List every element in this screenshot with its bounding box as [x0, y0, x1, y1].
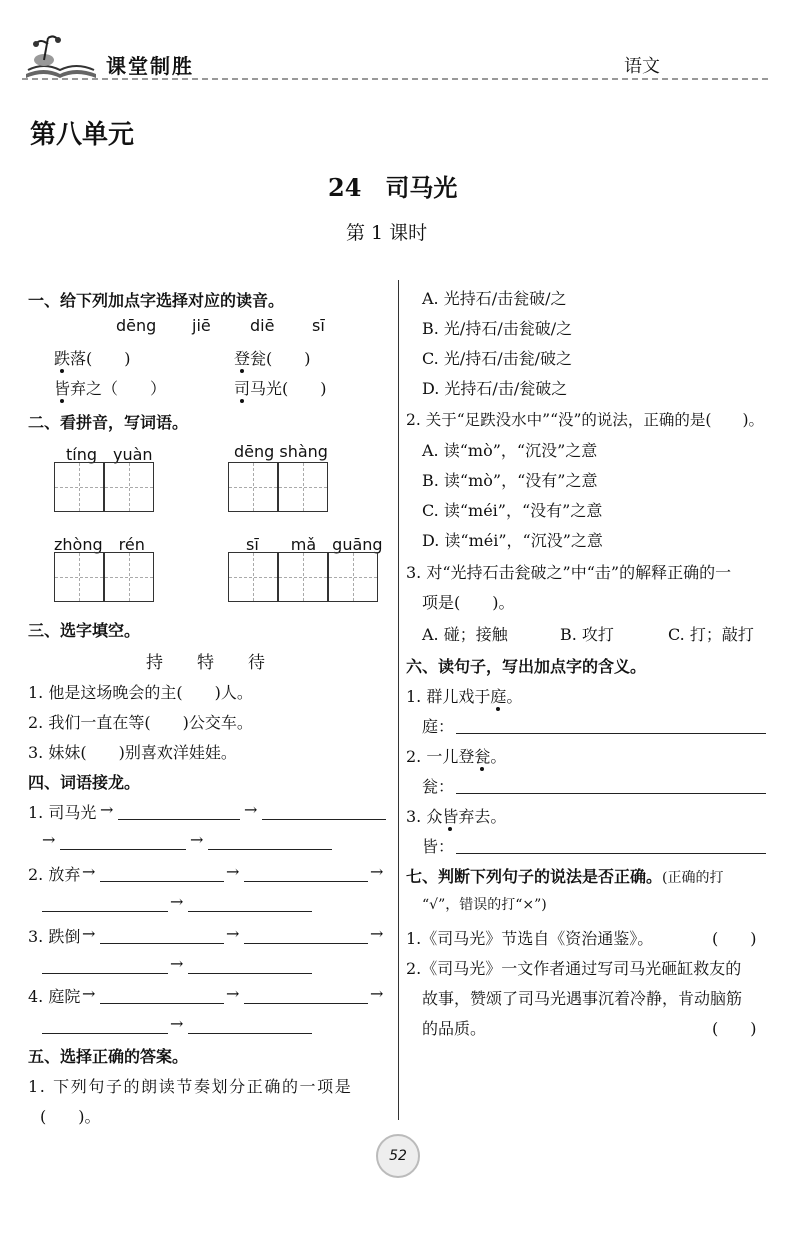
writing-box[interactable] — [278, 462, 328, 512]
pinyin-zhongren: zhòng rén — [54, 535, 145, 554]
sec5-q2-opt-d: D. 读“méi”，“沉没”之意 — [422, 531, 603, 550]
header-logo — [22, 30, 100, 82]
sec2-title: 二、看拼音，写词语。 — [28, 413, 189, 432]
unit-title: 第八单元 — [30, 120, 135, 150]
sec3-q2: 2. 我们一直在等( )公交车。 — [28, 713, 253, 732]
sec5-q3-opt-a: A. 碰；接触 — [422, 625, 508, 644]
answer-line[interactable] — [188, 910, 312, 912]
sec5-q2-opt-a: A. 读“mò”，“沉没”之意 — [422, 441, 598, 460]
writing-box[interactable] — [278, 552, 328, 602]
chain-3: 3. 跌倒 → → → → — [28, 924, 384, 973]
writing-box[interactable] — [104, 462, 154, 512]
lesson-title: 24 司马光 — [328, 173, 458, 202]
sec5-q3-opt-b: B. 攻打 — [560, 625, 614, 644]
sec4-title: 四、词语接龙。 — [28, 773, 141, 792]
answer-line[interactable] — [100, 1002, 224, 1004]
pinyin-dengshang: dēng shàng — [234, 442, 328, 461]
answer-line[interactable] — [42, 1032, 168, 1034]
pinyin-tingyuan: tíng yuàn — [66, 445, 153, 464]
sec6-l2: 瓮： — [422, 777, 455, 796]
sec5-q3: 3. 对“光持石击瓮破之”中“击”的解释正确的一 — [406, 563, 732, 582]
answer-line[interactable] — [456, 852, 766, 854]
sec1-item-1: 跌落( ) — [54, 349, 131, 368]
answer-line[interactable] — [244, 942, 368, 944]
writing-box[interactable] — [104, 552, 154, 602]
sec5-q1-opt-c: C. 光/持石/击瓮/破之 — [422, 349, 573, 368]
answer-line[interactable] — [60, 848, 186, 850]
sec3-title: 三、选字填空。 — [28, 621, 141, 640]
sec7-q1-paren[interactable]: ( ) — [712, 929, 757, 948]
sec7-q2-paren[interactable]: ( ) — [712, 1019, 757, 1038]
sec5-q3-opt-c: C. 打；敲打 — [668, 625, 754, 644]
sec1-item-2: 登瓮( ) — [234, 349, 311, 368]
answer-line[interactable] — [244, 880, 368, 882]
column-divider — [398, 280, 399, 1120]
writing-box[interactable] — [54, 462, 104, 512]
writing-box[interactable] — [228, 552, 278, 602]
book-plant-icon — [22, 30, 100, 82]
period-label: 第 1 课时 — [346, 222, 428, 244]
sec6-s1: 1. 群儿戏于庭。 — [406, 687, 523, 706]
sec7-header: 七、判断下列句子的说法是否正确。(正确的打 — [406, 867, 724, 886]
writing-box[interactable] — [328, 552, 378, 602]
answer-line[interactable] — [208, 848, 332, 850]
sec5-q1-opt-b: B. 光/持石/击瓮破/之 — [422, 319, 573, 338]
answer-line[interactable] — [42, 972, 168, 974]
answer-line[interactable] — [100, 942, 224, 944]
sec7-q2-line3: 的品质。 — [422, 1019, 487, 1038]
pinyin-2: jiē — [192, 316, 211, 335]
sec6-l3: 皆： — [422, 837, 455, 856]
pinyin-4: sī — [312, 316, 325, 335]
sec5-q1: 1. 下列句子的朗读节奏划分正确的一项是 — [28, 1077, 353, 1096]
chain-2: 2. 放弃 → → → → — [28, 862, 384, 911]
page-number: 52 — [389, 1148, 407, 1164]
sec5-q1-paren: ( )。 — [40, 1107, 101, 1126]
sec1-item-4: 司马光( ) — [234, 379, 327, 398]
sec3-q3: 3. 妹妹( )别喜欢洋娃娃。 — [28, 743, 237, 762]
sec6-title: 六、读句子，写出加点字的含义。 — [406, 657, 647, 676]
subject-label: 语文 — [624, 56, 660, 77]
sec5-q2-opt-c: C. 读“méi”，“没有”之意 — [422, 501, 603, 520]
chain-1: 1. 司马光 → → → → — [28, 800, 388, 860]
sec7-note: “√”，错误的打“×”) — [422, 897, 547, 913]
answer-line[interactable] — [456, 732, 766, 734]
pinyin-3: diē — [250, 316, 275, 335]
sec6-l1: 庭： — [422, 717, 455, 736]
writing-box[interactable] — [228, 462, 278, 512]
pinyin-1: dēng — [116, 316, 157, 335]
sec5-q1-opt-a: A. 光持石/击瓮破/之 — [422, 289, 567, 308]
sec6-s2: 2. 一儿登瓮。 — [406, 747, 507, 766]
answer-line[interactable] — [118, 818, 240, 820]
sec1-item-3: 皆弃之（ ） — [54, 379, 167, 398]
sec7-q2-line2: 故事，赞颂了司马光遇事沉着冷静，肯动脑筋 — [422, 989, 743, 1008]
answer-line[interactable] — [244, 1002, 368, 1004]
sec6-s3: 3. 众皆弃去。 — [406, 807, 507, 826]
sec1-title: 一、给下列加点字选择对应的读音。 — [28, 291, 285, 310]
sec7-q2: 2.《司马光》一文作者通过写司马光砸缸救友的 — [406, 959, 742, 978]
answer-line[interactable] — [188, 972, 312, 974]
pinyin-simaguang: sī mǎ guāng — [246, 535, 383, 554]
sec5-q1-opt-d: D. 光持石/击/瓮破之 — [422, 379, 568, 398]
page-number-badge — [376, 1134, 420, 1178]
sec7-q1: 1.《司马光》节选自《资治通鉴》。 — [406, 929, 654, 948]
answer-line[interactable] — [42, 910, 168, 912]
sec3-q1: 1. 他是这场晚会的主( )人。 — [28, 683, 253, 702]
writing-box[interactable] — [54, 552, 104, 602]
answer-line[interactable] — [100, 880, 224, 882]
sec3-char-options: 持 特 待 — [146, 653, 265, 673]
sec5-q3-cont: 项是( )。 — [422, 593, 515, 612]
answer-line[interactable] — [188, 1032, 312, 1034]
answer-line[interactable] — [262, 818, 386, 820]
sec5-q2-opt-b: B. 读“mò”，“没有”之意 — [422, 471, 598, 490]
header-divider — [22, 78, 768, 80]
answer-line[interactable] — [456, 792, 766, 794]
brand-title: 课堂制胜 — [106, 54, 194, 78]
chain-4: 4. 庭院 → → → → — [28, 984, 384, 1033]
sec5-title: 五、选择正确的答案。 — [28, 1047, 189, 1066]
sec5-q2: 2. 关于“足跌没水中”“没”的说法，正确的是( )。 — [406, 411, 765, 429]
